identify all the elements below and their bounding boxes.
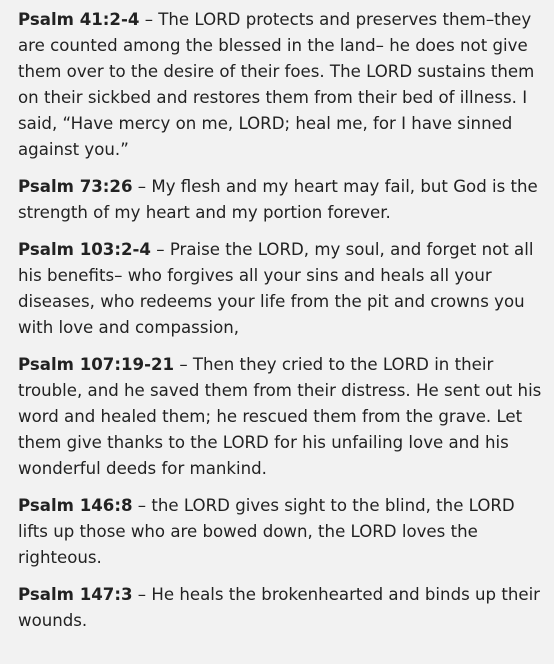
verse-paragraph [18, 7, 544, 163]
verse-separator: – [139, 10, 159, 29]
verse-text: Praise the LORD, my soul, and forget not all his benefits– who forgives all your sins and heals all your diseases, who redeems your life from the pit and crowns you with love and compassion, [18, 240, 534, 337]
verse-text: My flesh and my heart may fail, but God is the strength of my heart and my portion forever. [18, 177, 538, 222]
verse-paragraph [18, 352, 544, 482]
verse-reference: Psalm 146:8 [18, 496, 133, 515]
verse-reference: Psalm 103:2-4 [18, 240, 151, 259]
verse-reference: Psalm 41:2-4 [18, 10, 140, 29]
verse-text: Then they cried to the LORD in their trouble, and he saved them from their distress. He sent out his word and healed them; he rescued them from the grave. Let them give thanks to the LORD for his unfailing love and his wonderful deeds for mankind. [18, 355, 542, 478]
verse-separator: – [132, 177, 152, 196]
verse-paragraph [18, 237, 544, 341]
verse-text: the LORD gives sight to the blind, the LORD lifts up those who are bowed down, the LORD loves the righteous. [18, 496, 515, 567]
verse-paragraph [18, 582, 544, 634]
verse-separator: – [174, 355, 193, 374]
verse-separator: – [132, 496, 152, 515]
verse-text: He heals the brokenhearted and binds up their wounds. [18, 585, 541, 630]
verse-text: The LORD protects and preserves them–they are counted among the blessed in the land– he does not give them over to the desire of their foes. The LORD sustains them on their sickbed and restores them from their bed of illness. I said, “Have mercy on me, LORD; heal me, for I have sinned against you.” [18, 10, 535, 159]
verse-paragraph [18, 174, 544, 226]
verse-separator: – [132, 585, 152, 604]
verse-reference: Psalm 147:3 [18, 585, 133, 604]
verse-separator: – [150, 240, 170, 259]
verse-reference: Psalm 107:19-21 [18, 355, 175, 374]
verse-reference: Psalm 73:26 [18, 177, 133, 196]
verse-paragraph [18, 493, 544, 571]
